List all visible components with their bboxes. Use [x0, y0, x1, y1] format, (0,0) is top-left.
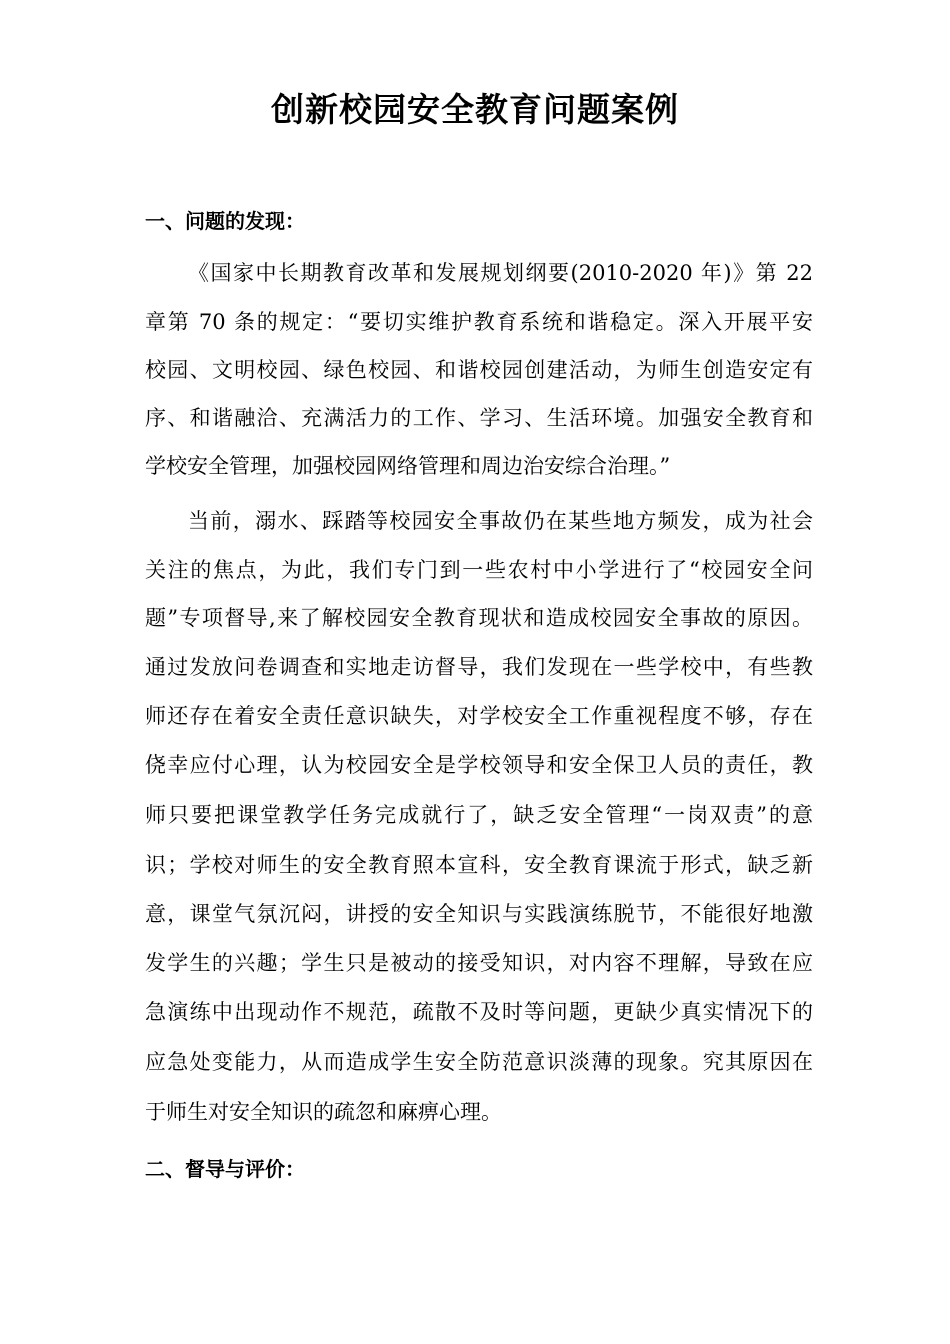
- paragraph-line: 学校安全管理，加强校园网络管理和周边治安综合治理。”: [145, 454, 671, 478]
- paragraph-line: 意，课堂气氛沉闷，讲授的安全知识与实践演练脱节，不能很好地激: [145, 902, 813, 926]
- paragraph-line: 校园、文明校园、绿色校园、和谐校园创建活动，为师生创造安定有: [145, 358, 813, 382]
- paragraph-line: 识；学校对师生的安全教育照本宣科，安全教育课流于形式，缺乏新: [145, 853, 813, 877]
- paragraph-line: 发学生的兴趣；学生只是被动的接受知识，对内容不理解，导致在应: [145, 951, 813, 975]
- paragraph-line: 师还存在着安全责任意识缺失，对学校安全工作重视程度不够，存在: [145, 704, 813, 728]
- paragraph-line: 当前，溺水、踩踏等校园安全事故仍在某些地方频发，成为社会: [188, 509, 813, 533]
- paragraph-line: 章第 70 条的规定：“要切实维护教育系统和谐稳定。深入开展平安: [145, 310, 813, 334]
- section-heading-supervision: 二、督导与评价：: [145, 1157, 305, 1181]
- paragraph-line: 于师生对安全知识的疏忽和麻痹心理。: [145, 1100, 502, 1124]
- paragraph-line: 侥幸应付心理，认为校园安全是学校领导和安全保卫人员的责任，教: [145, 753, 813, 777]
- paragraph-line: 关注的焦点，为此，我们专门到一些农村中小学进行了“校园安全问: [145, 558, 813, 582]
- paragraph-line: 急演练中出现动作不规范，疏散不及时等问题，更缺少真实情况下的: [145, 1000, 813, 1024]
- paragraph-line: 序、和谐融洽、充满活力的工作、学习、生活环境。加强安全教育和: [145, 406, 813, 430]
- paragraph-line: 师只要把课堂教学任务完成就行了，缺乏安全管理“一岗双责”的意: [145, 803, 813, 827]
- section-heading-discovery: 一、问题的发现：: [145, 209, 305, 233]
- document-title: 创新校园安全教育问题案例: [271, 90, 679, 129]
- paragraph-line: 通过发放问卷调查和实地走访督导，我们发现在一些学校中，有些教: [145, 655, 813, 679]
- paragraph-line: 题”专项督导,来了解校园安全教育现状和造成校园安全事故的原因。: [145, 606, 813, 630]
- paragraph-line: 应急处变能力，从而造成学生安全防范意识淡薄的现象。究其原因在: [145, 1050, 813, 1074]
- paragraph-line: 《国家中长期教育改革和发展规划纲要(2010-2020 年)》第 22: [188, 261, 813, 285]
